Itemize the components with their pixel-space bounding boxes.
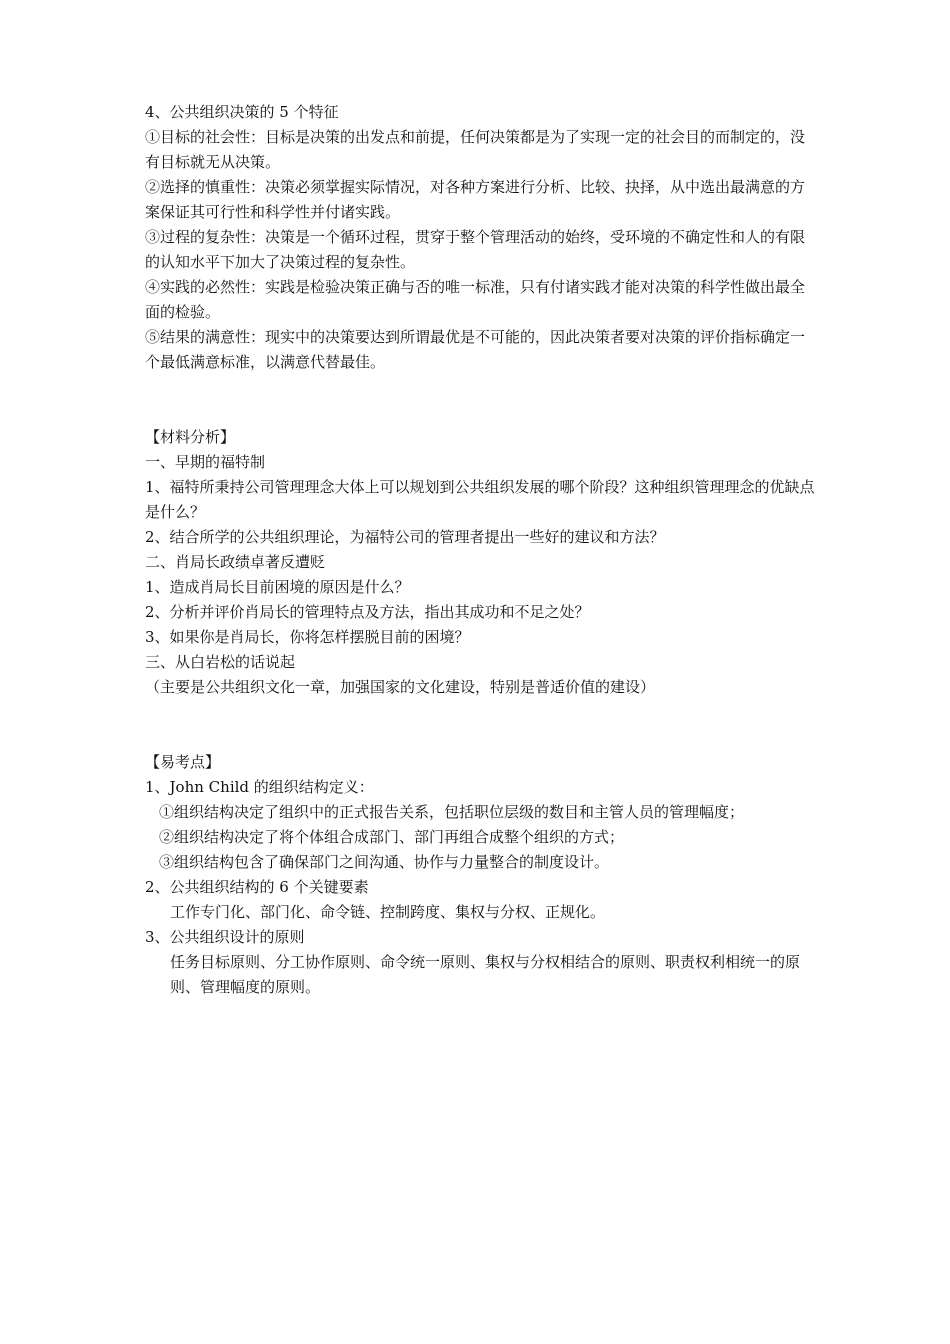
decision-feature-5: ⑤结果的满意性：现实中的决策要达到所谓最优是不可能的，因此决策者要对决策的评价指标确定一个最低满意标准，以满意代替最佳。 bbox=[145, 328, 806, 371]
decision-feature-1: ①目标的社会性：目标是决策的出发点和前提，任何决策都是为了实现一定的社会目的而制定的，没有目标就无从决策。 bbox=[145, 128, 806, 171]
key-point-1-item-2: ②组织结构决定了将个体组合成部门、部门再组合成整个组织的方式； bbox=[159, 828, 625, 846]
material-case-2-question-3: 3、如果你是肖局长，你将怎样摆脱目前的困境？ bbox=[145, 628, 470, 646]
document-body bbox=[145, 100, 815, 1000]
material-analysis-heading: 【材料分析】 bbox=[145, 428, 236, 446]
material-case-2-question-1: 1、造成肖局长目前困境的原因是什么？ bbox=[145, 578, 410, 596]
key-point-3-title: 3、公共组织设计的原则 bbox=[145, 928, 305, 946]
material-case-1-title: 一、早期的福特制 bbox=[145, 453, 266, 471]
key-point-2-title: 2、公共组织结构的 6 个关键要素 bbox=[145, 878, 369, 896]
material-case-1-question-1: 1、福特所秉持公司管理理念大体上可以规划到公共组织发展的哪个阶段？这种组织管理理念的优缺点是什么？ bbox=[145, 478, 815, 521]
decision-features-heading: 4、公共组织决策的 5 个特征 bbox=[145, 103, 339, 121]
key-point-3-body: 任务目标原则、分工协作原则、命令统一原则、集权与分权相结合的原则、职责权利相统一的原则、管理幅度的原则。 bbox=[170, 953, 801, 996]
decision-feature-2: ②选择的慎重性：决策必须掌握实际情况，对各种方案进行分析、比较、抉择，从中选出最满意的方案保证其可行性和科学性并付诸实践。 bbox=[145, 178, 806, 221]
material-case-1-question-2: 2、结合所学的公共组织理论，为福特公司的管理者提出一些好的建议和方法？ bbox=[145, 528, 665, 546]
key-points-heading: 【易考点】 bbox=[145, 753, 221, 771]
decision-feature-4: ④实践的必然性：实践是检验决策正确与否的唯一标准，只有付诸实践才能对决策的科学性做出最全面的检验。 bbox=[145, 278, 806, 321]
material-case-2-question-2: 2、分析并评价肖局长的管理特点及方法，指出其成功和不足之处？ bbox=[145, 603, 590, 621]
material-case-3-title: 三、从白岩松的话说起 bbox=[145, 653, 296, 671]
key-point-2-body: 工作专门化、部门化、命令链、控制跨度、集权与分权、正规化。 bbox=[170, 903, 606, 921]
material-case-2-title: 二、肖局长政绩卓著反遭贬 bbox=[145, 553, 326, 571]
section-gap bbox=[145, 375, 815, 425]
section-gap bbox=[145, 700, 815, 750]
key-point-1-title: 1、John Child 的组织结构定义： bbox=[145, 778, 374, 796]
decision-feature-3: ③过程的复杂性：决策是一个循环过程，贯穿于整个管理活动的始终，受环境的不确定性和人的有限的认知水平下加大了决策过程的复杂性。 bbox=[145, 228, 806, 271]
key-point-1-item-3: ③组织结构包含了确保部门之间沟通、协作与力量整合的制度设计。 bbox=[159, 853, 610, 871]
key-point-1-item-1: ①组织结构决定了组织中的正式报告关系，包括职位层级的数目和主管人员的管理幅度； bbox=[159, 803, 745, 821]
material-case-3-note: （主要是公共组织文化一章，加强国家的文化建设，特别是普适价值的建设） bbox=[145, 678, 656, 696]
